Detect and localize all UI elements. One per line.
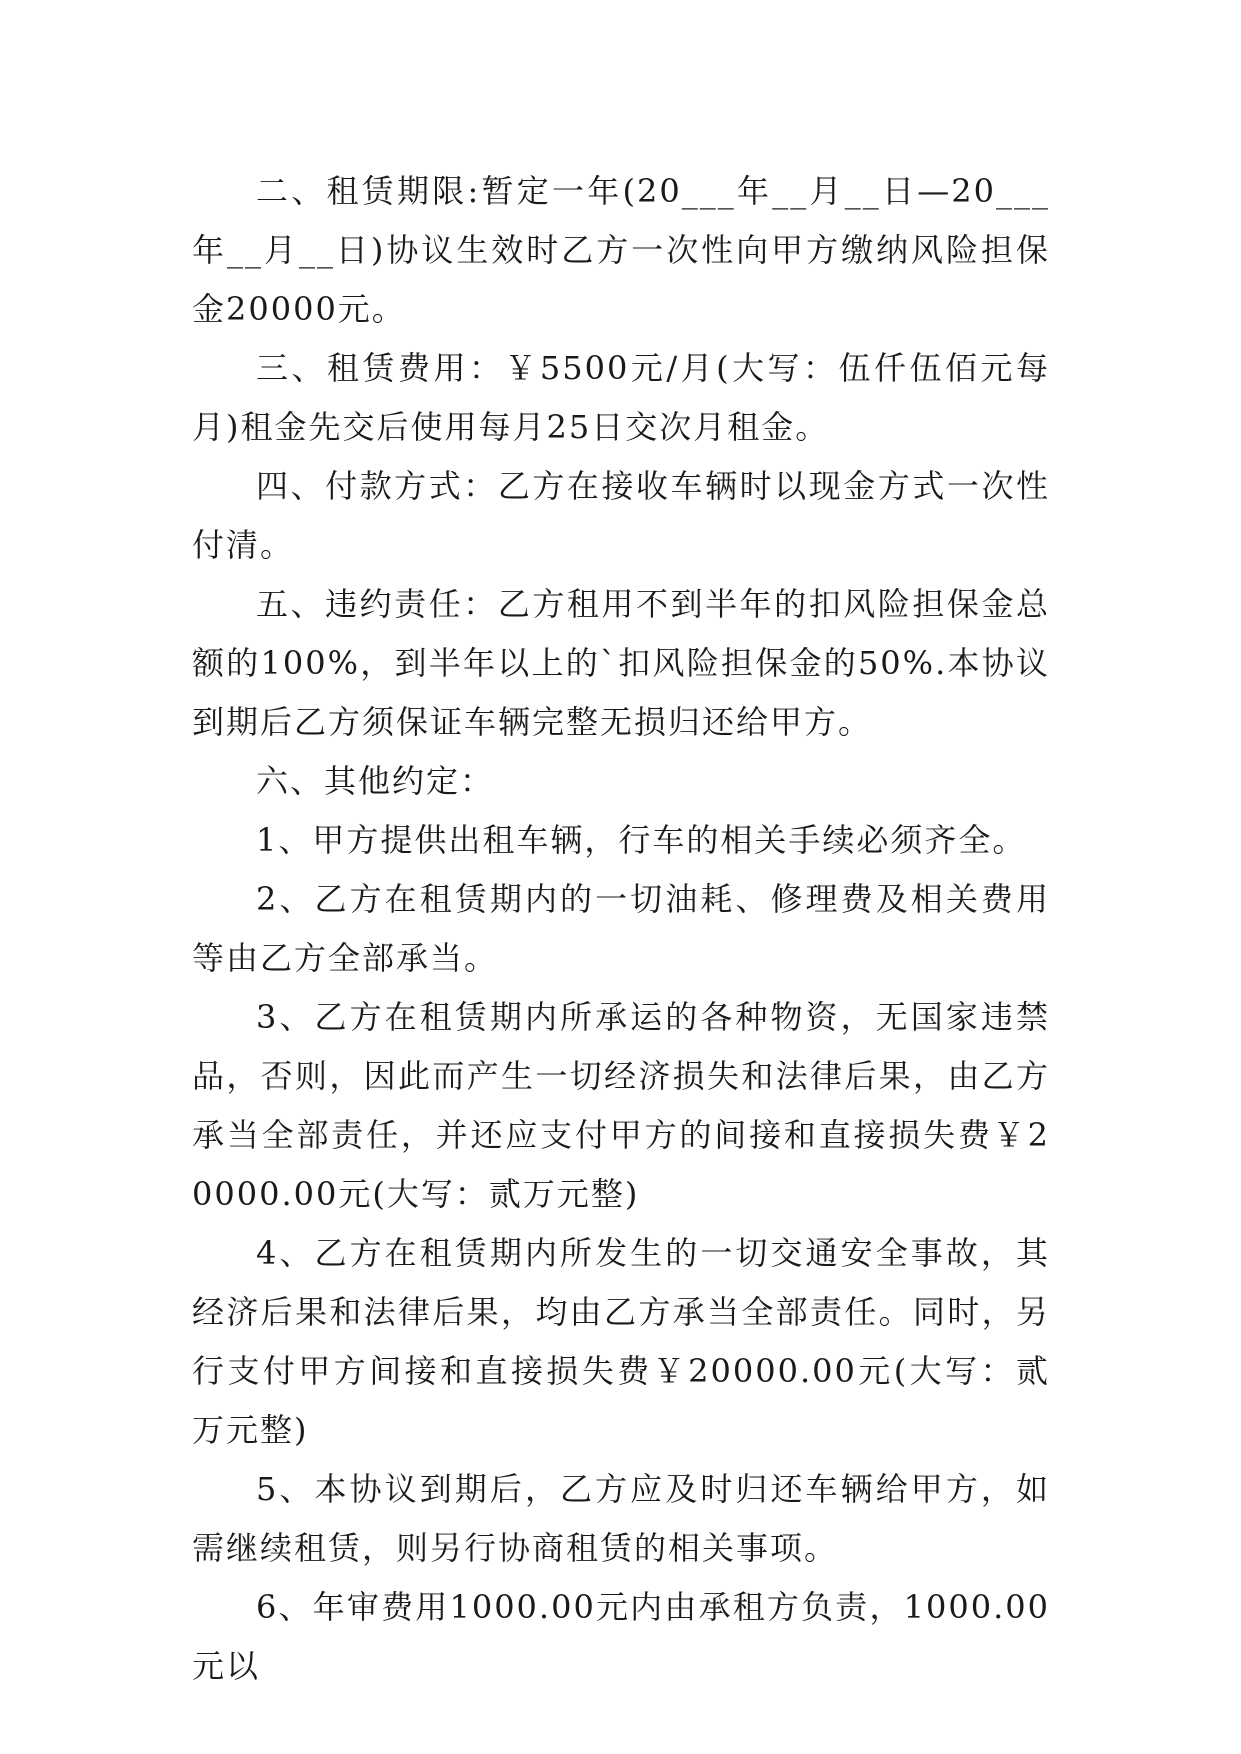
other-agreement-item-1: 1、甲方提供出租车辆，行车的相关手续必须齐全。 — [256, 821, 1027, 859]
other-agreement-item-4: 4、乙方在租赁期内所发生的一切交通安全事故，其经济后果和法律后果，均由乙方承当全部责任。同时，另行支付甲方间接和直接损失费￥20000.00元(大写：贰万元整) — [192, 1234, 1050, 1449]
clause-lease-fee: 三、租赁费用：￥5500元/月(大写：伍仟伍佰元每月)租金先交后使用每月25日交次月租金。 — [192, 349, 1050, 446]
other-agreement-item-2: 2、乙方在租赁期内的一切油耗、修理费及相关费用等由乙方全部承当。 — [192, 880, 1050, 977]
clause-other-agreements-heading: 六、其他约定： — [256, 762, 495, 800]
other-agreement-item-3: 3、乙方在租赁期内所承运的各种物资，无国家违禁品，否则，因此而产生一切经济损失和法律后果，由乙方承当全部责任，并还应支付甲方的间接和直接损失费￥20000.00元(大写：贰万元整) — [192, 998, 1050, 1213]
other-agreement-item-6: 6、年审费用1000.00元内由承租方负责，1000.00元以 — [192, 1588, 1050, 1685]
clause-breach-liability: 五、违约责任：乙方租用不到半年的扣风险担保金总额的100%，到半年以上的`扣风险担保金的50%.本协议到期后乙方须保证车辆完整无损归还给甲方。 — [192, 585, 1050, 741]
other-agreement-item-5: 5、本协议到期后，乙方应及时归还车辆给甲方，如需继续租赁，则另行协商租赁的相关事项。 — [192, 1470, 1050, 1567]
clause-lease-term: 二、租赁期限:暂定一年(20___年__月__日—20___年__月__日)协议生效时乙方一次性向甲方缴纳风险担保金20000元。 — [192, 172, 1050, 328]
document-page — [192, 162, 1050, 1696]
clause-payment-method: 四、付款方式：乙方在接收车辆时以现金方式一次性付清。 — [192, 467, 1050, 564]
